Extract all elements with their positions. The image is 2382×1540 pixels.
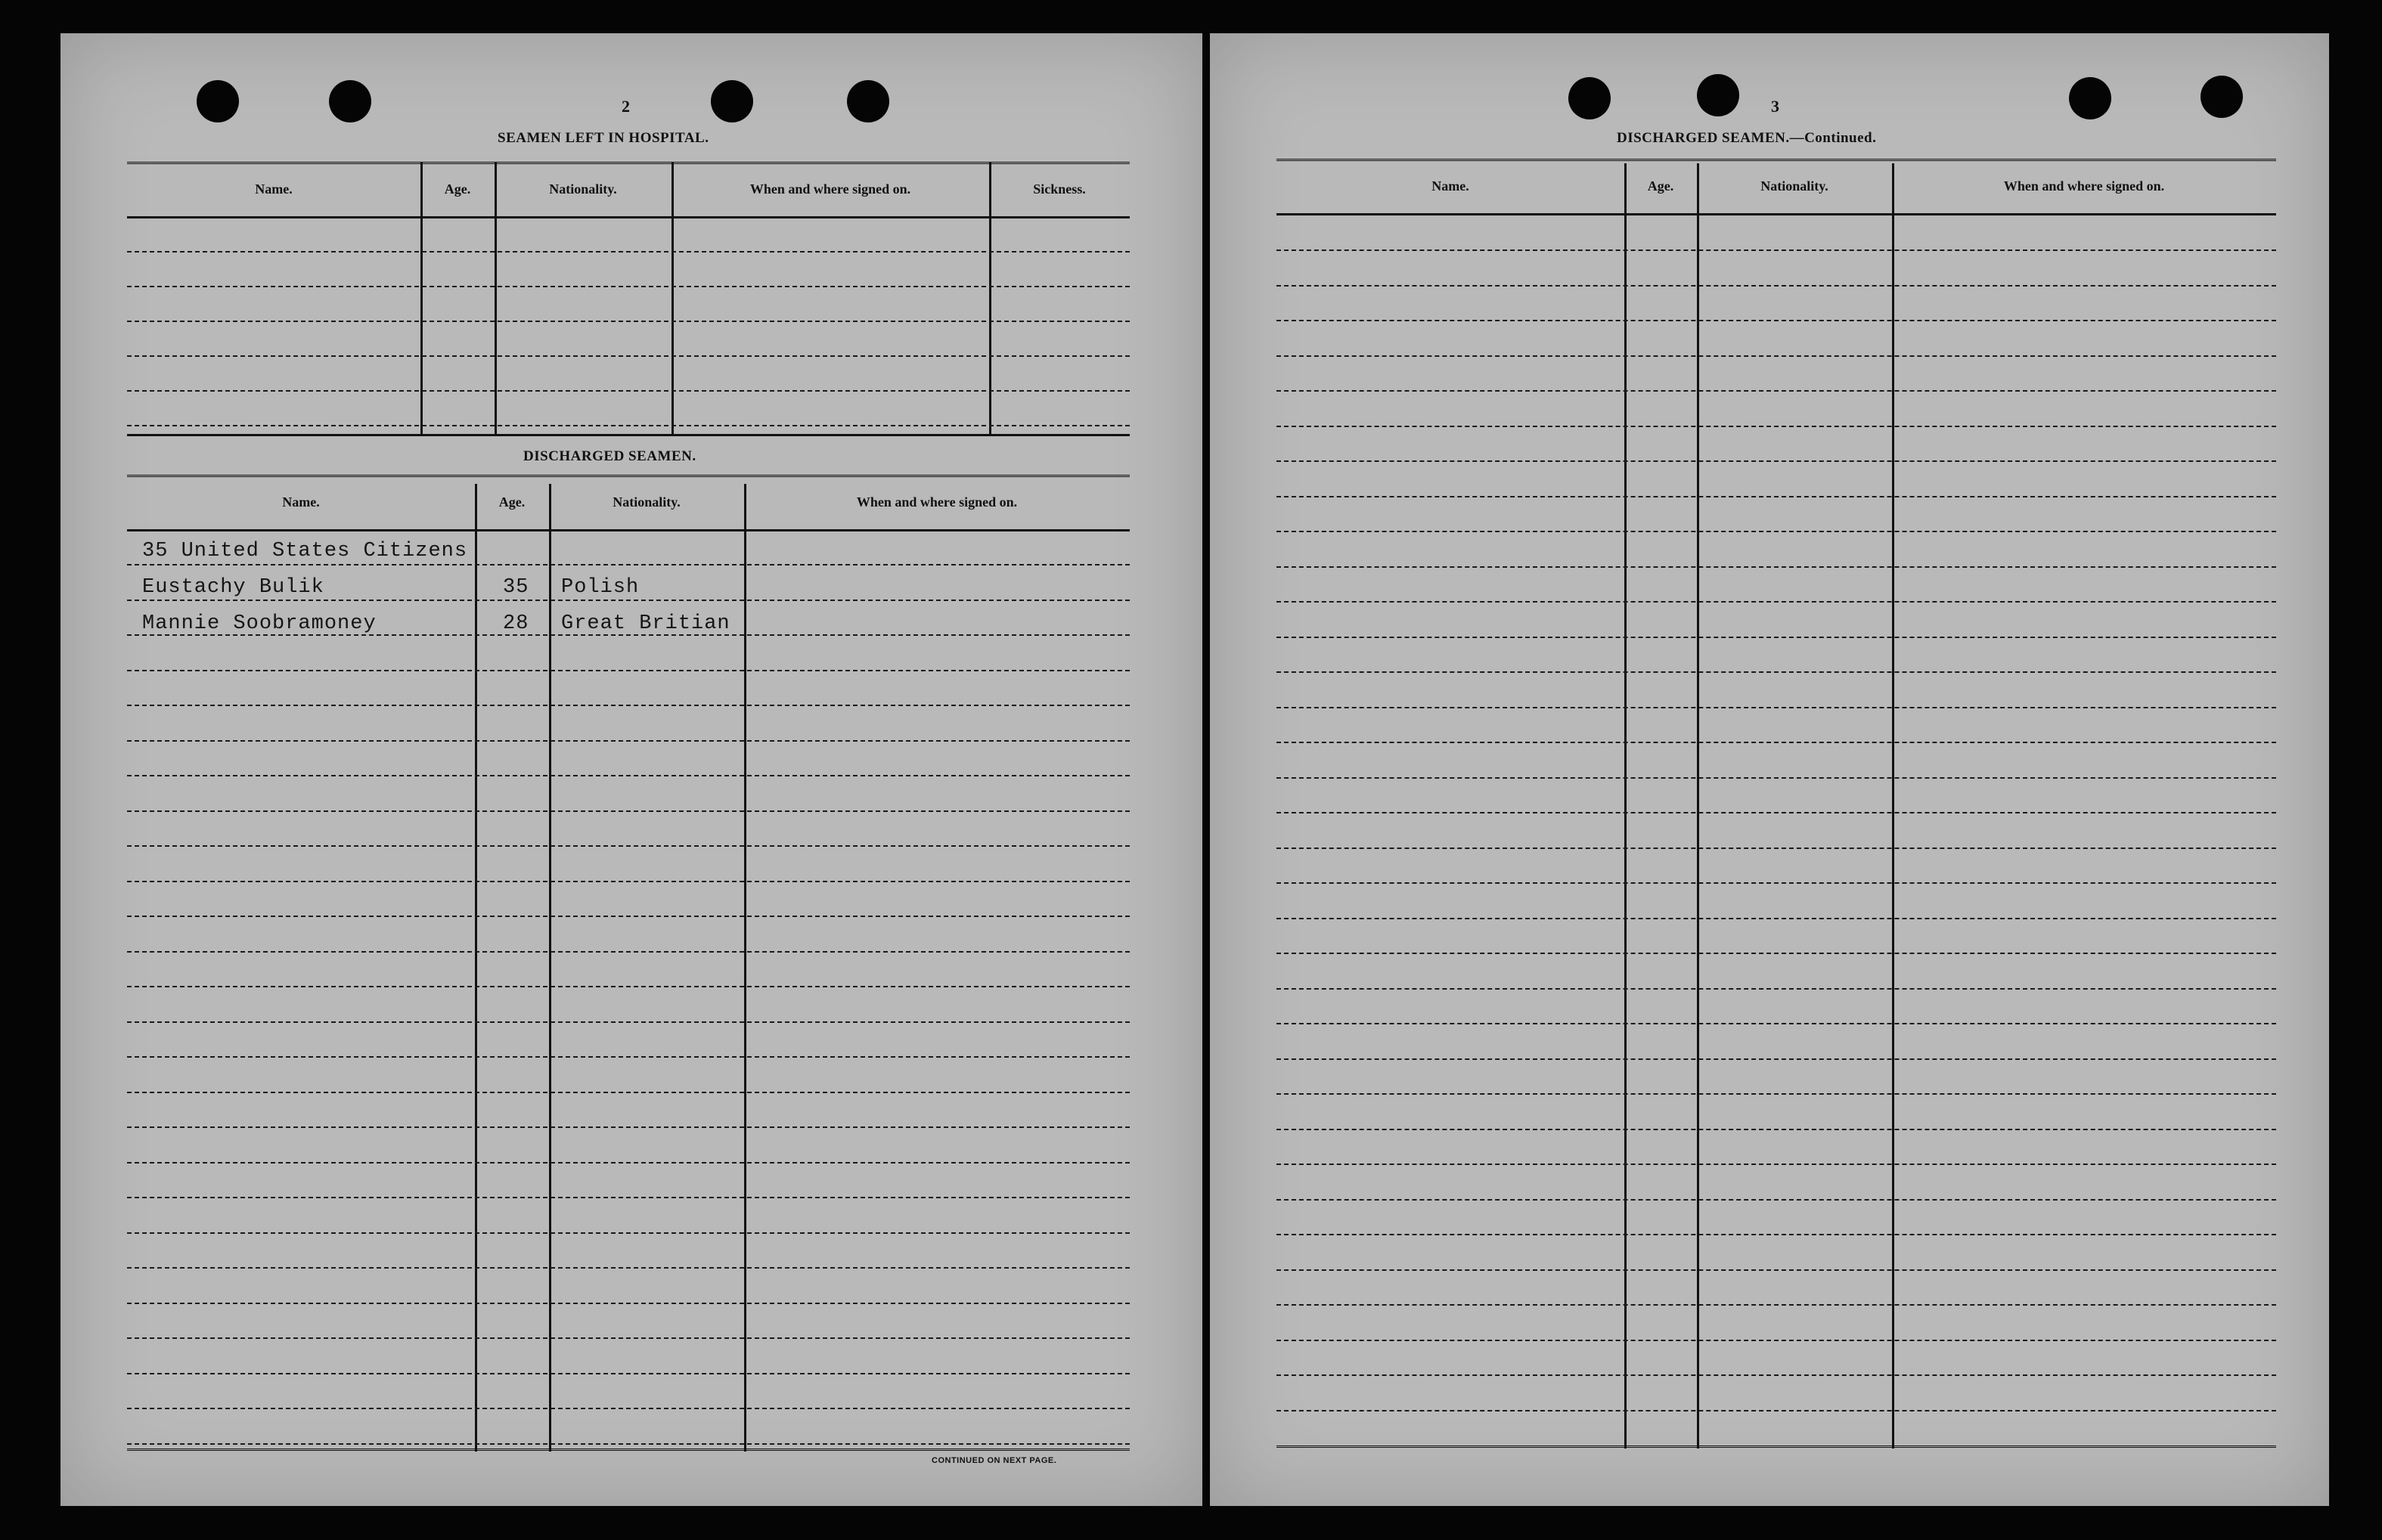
continued-note: CONTINUED ON NEXT PAGE. (932, 1456, 1057, 1465)
ruled-line (1276, 320, 2276, 321)
punch-hole (329, 80, 371, 122)
ruled-line (127, 1092, 1130, 1093)
punch-hole (711, 80, 753, 122)
ruled-line (1276, 1058, 2276, 1060)
discharged-header-rule (127, 529, 1130, 531)
ruled-line (1276, 988, 2276, 990)
ruled-line (127, 355, 1130, 357)
ruled-line (1276, 882, 2276, 884)
ruled-line (1276, 1199, 2276, 1201)
right-table-bottom-rule (1276, 1445, 2276, 1451)
discharged-section-title: DISCHARGED SEAMEN. (523, 448, 696, 464)
discharged-divider (744, 484, 746, 1452)
punch-hole (1568, 77, 1611, 119)
discharged-divider (475, 484, 477, 1452)
ruled-line (127, 845, 1130, 847)
ruled-line (1276, 812, 2276, 813)
table-row-age: 28 (503, 612, 529, 635)
discharged-col-name: Name. (282, 494, 320, 510)
ruled-line (1276, 742, 2276, 743)
ruled-line (1276, 1093, 2276, 1095)
ruled-line (127, 1373, 1130, 1374)
ruled-line (1276, 1410, 2276, 1411)
hospital-section-title: SEAMEN LEFT IN HOSPITAL. (498, 130, 709, 146)
ruled-line (127, 705, 1130, 706)
hospital-divider (495, 162, 497, 434)
discharged-divider (549, 484, 551, 1452)
right-table-top-rule (1276, 159, 2276, 164)
right-header-rule (1276, 213, 2276, 215)
hospital-divider (671, 162, 674, 434)
ruled-line (1276, 777, 2276, 779)
ruled-line (1276, 531, 2276, 532)
ruled-line (127, 775, 1130, 776)
ruled-line (1276, 637, 2276, 638)
ruled-line (127, 1408, 1130, 1409)
ruled-line (127, 1303, 1130, 1304)
ruled-line (1276, 1129, 2276, 1130)
ruled-line (127, 1267, 1130, 1269)
ruled-line (1276, 918, 2276, 919)
page-number: 3 (1771, 97, 1779, 116)
ruled-line (127, 670, 1130, 671)
ruled-line (1276, 249, 2276, 251)
ruled-line (1276, 1304, 2276, 1306)
hospital-col-age: Age. (444, 181, 471, 197)
ruled-line (1276, 1374, 2276, 1376)
right-col-name: Name. (1431, 178, 1469, 194)
ruled-line (127, 1162, 1130, 1164)
left-page (60, 33, 1202, 1506)
discharged-col-age: Age. (498, 494, 526, 510)
ruled-line (127, 951, 1130, 953)
right-section-title: DISCHARGED SEAMEN.—Continued. (1617, 130, 1877, 146)
ruled-line (1276, 355, 2276, 357)
ruled-line (1276, 1023, 2276, 1024)
page-number: 2 (622, 97, 630, 116)
right-page (1210, 33, 2329, 1506)
ruled-line (127, 1126, 1130, 1128)
ruled-line (127, 1197, 1130, 1198)
table-row-nationality: Great Britian (561, 612, 730, 635)
hospital-table-bottom-rule (127, 434, 1130, 436)
ruled-line (127, 390, 1130, 392)
ruled-line (1276, 601, 2276, 603)
ruled-line (127, 916, 1130, 917)
ruled-line (1276, 847, 2276, 849)
ruled-line (127, 1443, 1130, 1445)
ruled-line (1276, 1269, 2276, 1271)
ruled-line (1276, 496, 2276, 497)
table-row-name: 35 United States Citizens (142, 540, 468, 562)
ruled-line (1276, 1340, 2276, 1341)
ruled-line (127, 425, 1130, 426)
ruled-line (127, 740, 1130, 742)
punch-hole (1697, 74, 1739, 116)
ruled-line (1276, 1164, 2276, 1165)
ruled-line (127, 251, 1130, 253)
hospital-col-signed-on: When and where signed on. (749, 181, 911, 197)
hospital-header-rule (127, 216, 1130, 218)
ruled-line (127, 321, 1130, 322)
ruled-line (1276, 953, 2276, 954)
hospital-divider (989, 162, 991, 434)
discharged-col-nationality: Nationality. (613, 494, 681, 510)
right-col-signed-on: When and where signed on. (2003, 178, 2165, 194)
table-row-age: 35 (503, 576, 529, 599)
right-col-nationality: Nationality. (1760, 178, 1828, 194)
ruled-line (127, 881, 1130, 882)
discharged-col-signed-on: When and where signed on. (856, 494, 1018, 510)
punch-hole (2201, 76, 2243, 118)
ruled-line (1276, 426, 2276, 427)
punch-hole (197, 80, 239, 122)
table-row-nationality: Polish (561, 576, 640, 599)
ruled-line (127, 286, 1130, 287)
ruled-line (127, 564, 1130, 565)
table-row-name: Eustachy Bulik (142, 576, 324, 599)
ruled-line (127, 986, 1130, 987)
ruled-line (1276, 707, 2276, 708)
ruled-line (127, 1056, 1130, 1058)
table-row-name: Mannie Soobramoney (142, 612, 377, 635)
discharged-table-top-rule (127, 475, 1130, 480)
ruled-line (1276, 460, 2276, 462)
hospital-table-top-rule (127, 162, 1130, 167)
punch-hole (2069, 77, 2111, 119)
ruled-line (1276, 1234, 2276, 1235)
hospital-col-name: Name. (255, 181, 293, 197)
hospital-col-sickness: Sickness. (1033, 181, 1086, 197)
ruled-line (127, 810, 1130, 812)
discharged-table-bottom-rule (127, 1449, 1130, 1454)
punch-hole (847, 80, 889, 122)
hospital-col-nationality: Nationality. (549, 181, 617, 197)
ruled-line (127, 1337, 1130, 1339)
right-col-age: Age. (1647, 178, 1674, 194)
ruled-line (1276, 671, 2276, 673)
ruled-line (127, 600, 1130, 601)
ruled-line (1276, 566, 2276, 568)
ruled-line (127, 1232, 1130, 1234)
hospital-divider (420, 162, 423, 434)
ruled-line (1276, 285, 2276, 287)
ruled-line (1276, 390, 2276, 392)
ruled-line (127, 1021, 1130, 1023)
